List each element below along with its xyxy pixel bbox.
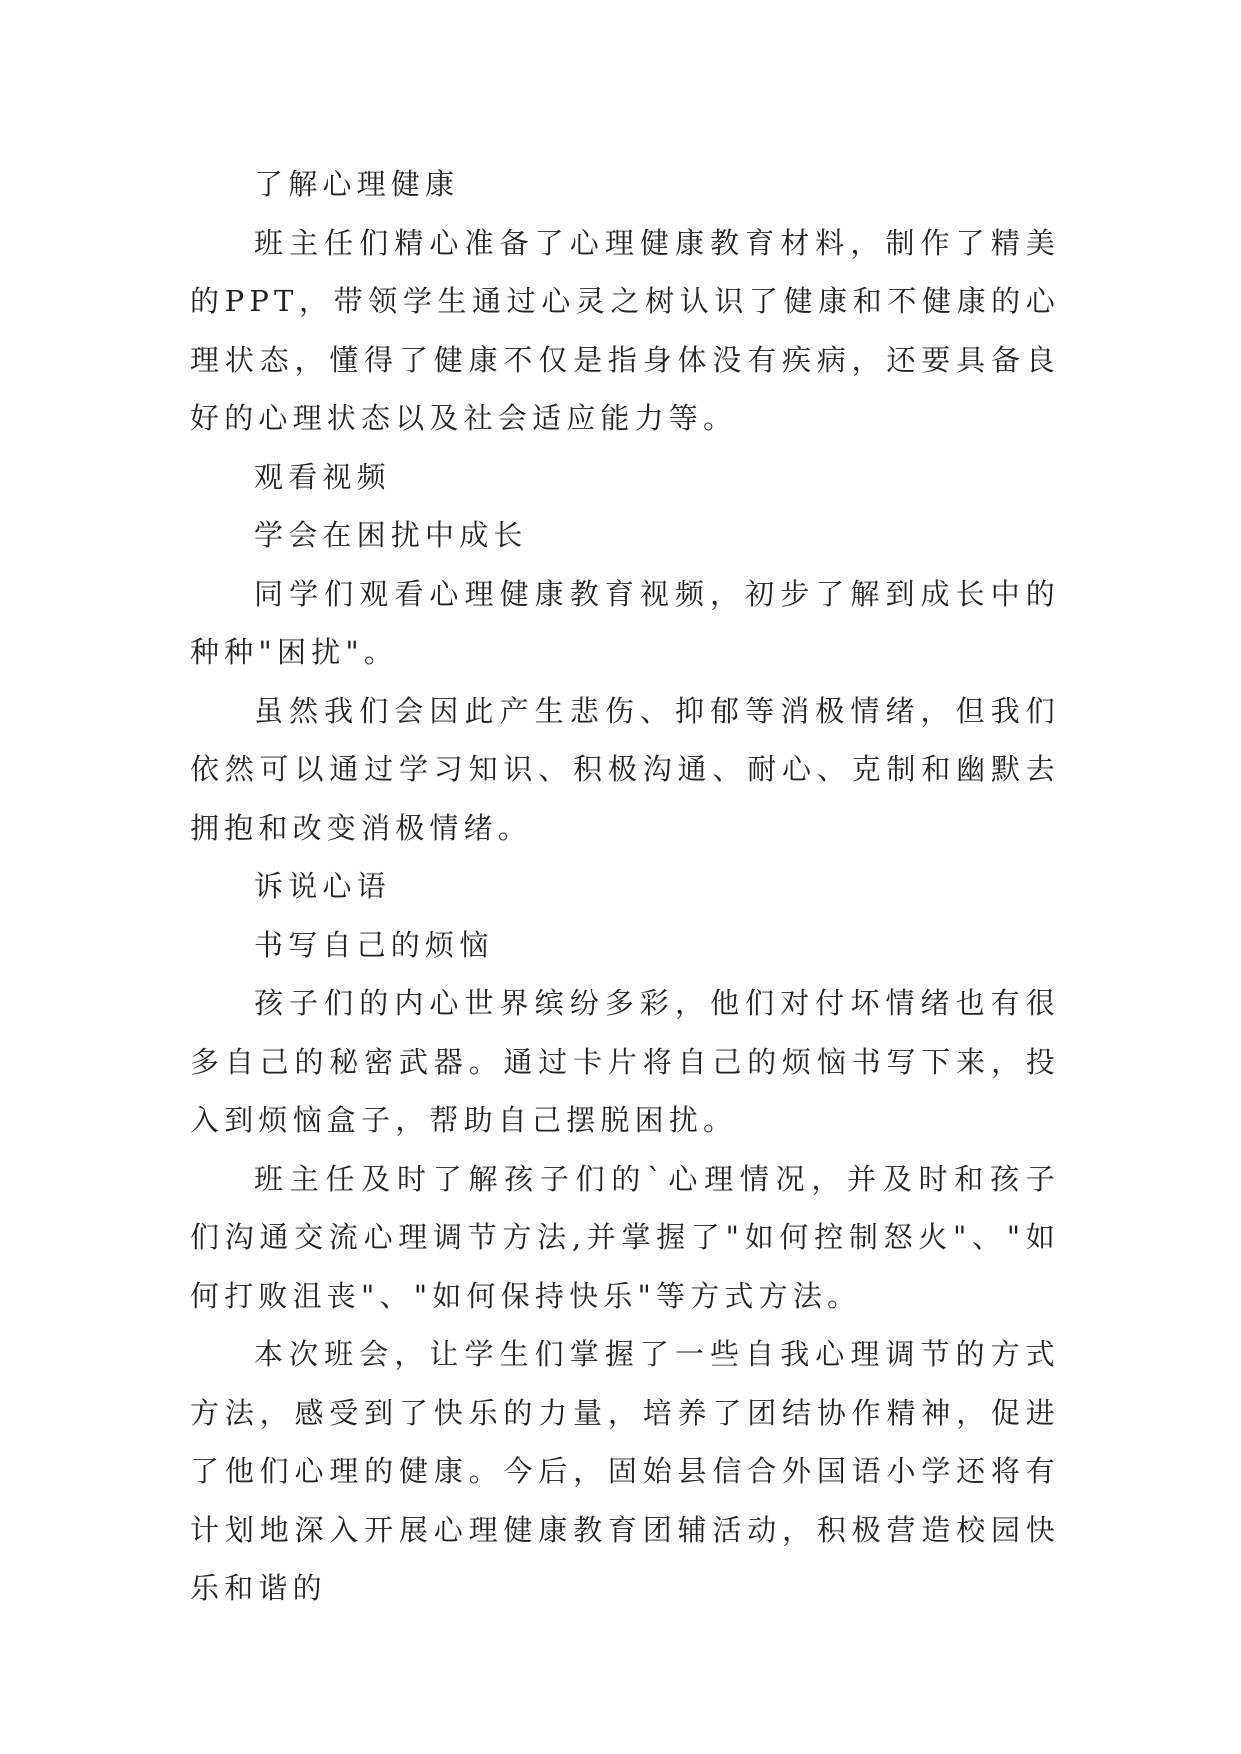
section-subheading-grow-through-trouble: 学会在困扰中成长 — [254, 518, 528, 552]
paragraph-secret-weapons: 孩子们的内心世界缤纷多彩，他们对付坏情绪也有很多自己的秘密武器。通过卡片将自己的烦恼书写下来，投入到烦恼盒子，帮助自己摆脱困扰。 — [190, 986, 1060, 1137]
paragraph-teacher-communication: 班主任及时了解孩子们的`心理情况，并及时和孩子们沟通交流心理调节方法,并掌握了"如何控制怒火"、"如何打败沮丧"、"如何保持快乐"等方式方法。 — [190, 1161, 1060, 1313]
section-heading-speak-heart: 诉说心语 — [254, 869, 391, 903]
paragraph-negative-emotions: 虽然我们会因此产生悲伤、抑郁等消极情绪，但我们依然可以通过学习知识、积极沟通、耐心、克制和幽默去拥抱和改变消极情绪。 — [190, 693, 1060, 845]
section-subheading-write-worries: 书写自己的烦恼 — [254, 927, 494, 962]
document-body — [190, 155, 1060, 1618]
section-heading-understand-mental-health: 了解心理健康 — [254, 167, 460, 201]
section-heading-watch-video: 观看视频 — [254, 459, 391, 494]
paragraph-conclusion: 本次班会，让学生们掌握了一些自我心理调节的方式方法，感受到了快乐的力量，培养了团结协作精神，促进了他们心理的健康。今后，固始县信合外国语小学还将有计划地深入开展心理健康教育团辅活动，积极营造校园快乐和谐的 — [190, 1337, 1060, 1605]
paragraph-ppt-materials: 班主任们精心准备了心理健康教育材料，制作了精美的PPT，带领学生通过心灵之树认识了健康和不健康的心理状态，懂得了健康不仅是指身体没有疾病，还要具备良好的心理状态以及社会适应能力等。 — [190, 225, 1060, 435]
paragraph-video-viewing: 同学们观看心理健康教育视频，初步了解到成长中的种种"困扰"。 — [190, 576, 1060, 669]
